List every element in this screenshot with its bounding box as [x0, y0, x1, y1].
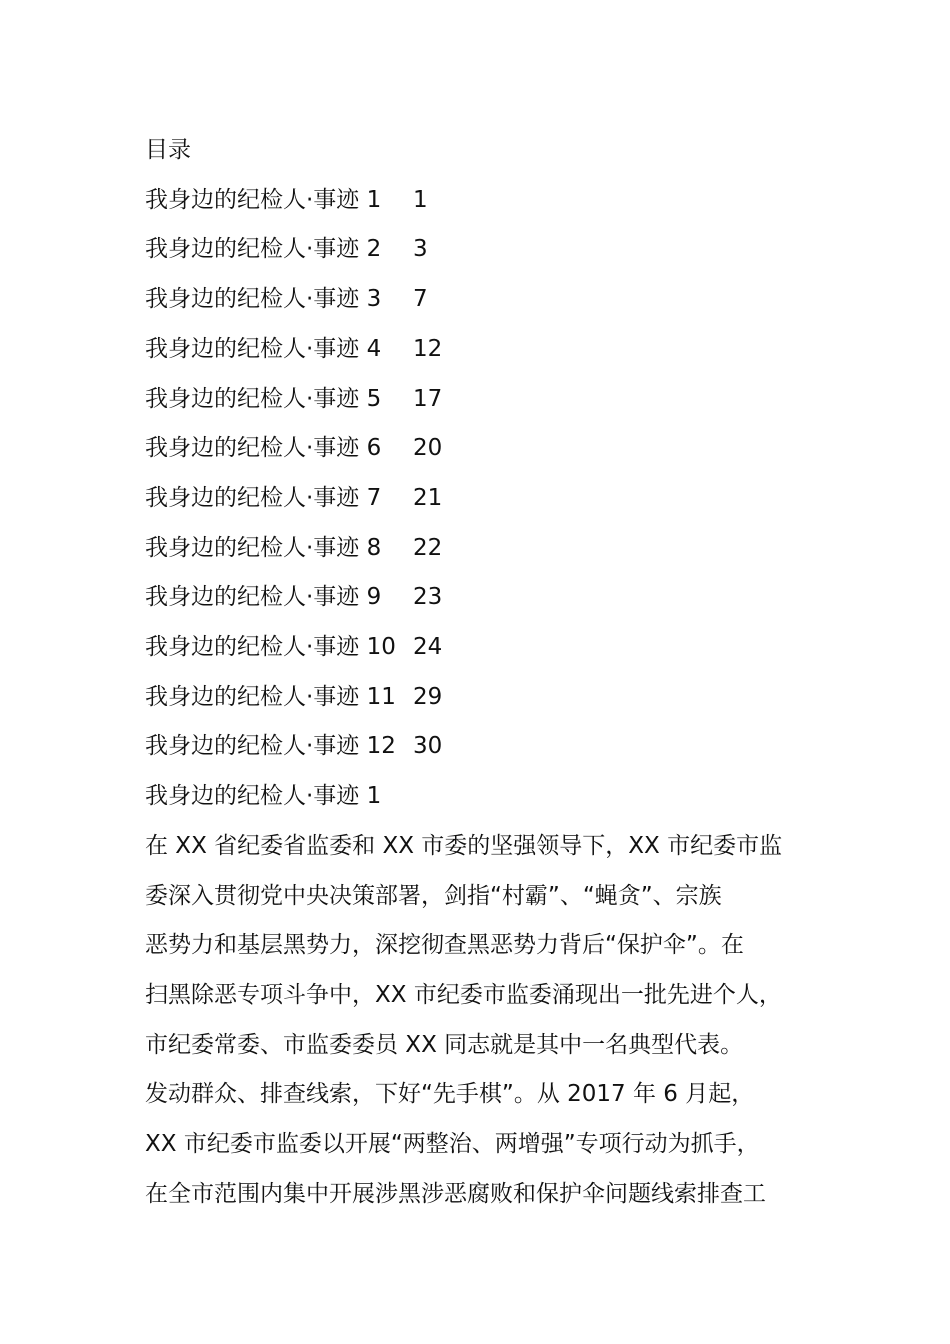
toc-entry-page: 21 — [413, 484, 443, 511]
toc-entry-page: 17 — [413, 385, 443, 412]
section-heading: 我身边的纪检人·事迹 1 — [145, 783, 382, 810]
toc-entry-title: 我身边的纪检人·事迹 11 — [145, 683, 396, 710]
paragraph-line: 扫黑除恶专项斗争中，XX 市纪委市监委涌现出一批先进个人， — [145, 981, 782, 1008]
paragraph-line: 发动群众、排查线索，下好“先手棋”。从 2017 年 6 月起， — [145, 1081, 755, 1108]
toc-entry-page: 30 — [413, 733, 443, 760]
toc-entry-page: 24 — [413, 634, 443, 661]
toc-entry[interactable] — [145, 573, 835, 623]
document-content — [145, 126, 835, 1219]
toc-entry-title: 我身边的纪检人·事迹 12 — [145, 733, 396, 760]
paragraph-line: 恶势力和基层黑势力，深挖彻查黑恶势力背后“保护伞”。在 — [145, 932, 744, 959]
toc-entry[interactable] — [145, 474, 835, 524]
toc-entry-title: 我身边的纪检人·事迹 3 — [145, 286, 382, 313]
paragraph-line: 在 XX 省纪委省监委和 XX 市委的坚强领导下，XX 市纪委市监 — [145, 832, 783, 859]
toc-entry[interactable] — [145, 375, 835, 425]
toc-entry[interactable] — [145, 225, 835, 275]
toc-entry-title: 我身边的纪检人·事迹 5 — [145, 385, 382, 412]
toc-entry-title: 我身边的纪检人·事迹 9 — [145, 584, 382, 611]
toc-entry-title: 我身边的纪检人·事迹 7 — [145, 484, 382, 511]
toc-entry[interactable] — [145, 275, 835, 325]
paragraph-line: XX 市纪委市监委以开展“两整治、两增强”专项行动为抓手， — [145, 1131, 760, 1158]
toc-entry-title: 我身边的纪检人·事迹 8 — [145, 534, 382, 561]
toc-entry-page: 22 — [413, 534, 443, 561]
toc-entry-title: 我身边的纪检人·事迹 2 — [145, 236, 382, 263]
toc-entry-page: 1 — [413, 186, 428, 213]
body-paragraph-1 — [145, 822, 835, 1071]
toc-entry[interactable] — [145, 623, 835, 673]
paragraph-line: 在全市范围内集中开展涉黑涉恶腐败和保护伞问题线索排查工 — [145, 1180, 766, 1207]
toc-entry-page: 3 — [413, 236, 428, 263]
toc-entry-page: 7 — [413, 286, 428, 313]
paragraph-line: 委深入贯彻党中央决策部署，剑指“村霸”、“蝇贪”、宗族 — [145, 882, 722, 909]
toc-heading: 目录 — [145, 137, 191, 163]
toc-entry-page: 12 — [413, 335, 443, 362]
toc-entry[interactable] — [145, 325, 835, 375]
paragraph-line: 市纪委常委、市监委委员 XX 同志就是其中一名典型代表。 — [145, 1031, 744, 1058]
toc-entry[interactable] — [145, 673, 835, 723]
toc-entry-title: 我身边的纪检人·事迹 10 — [145, 634, 396, 661]
toc-entry-title: 我身边的纪检人·事迹 1 — [145, 186, 382, 213]
toc-entry[interactable] — [145, 176, 835, 226]
toc-entry-page: 29 — [413, 683, 443, 710]
body-paragraph-2 — [145, 1070, 835, 1219]
toc-entry[interactable] — [145, 722, 835, 772]
toc-list — [145, 176, 835, 772]
toc-entry-title: 我身边的纪检人·事迹 6 — [145, 435, 382, 462]
toc-entry-page: 23 — [413, 584, 443, 611]
toc-entry-title: 我身边的纪检人·事迹 4 — [145, 335, 382, 362]
toc-entry[interactable] — [145, 424, 835, 474]
toc-entry[interactable] — [145, 524, 835, 574]
toc-entry-page: 20 — [413, 435, 443, 462]
